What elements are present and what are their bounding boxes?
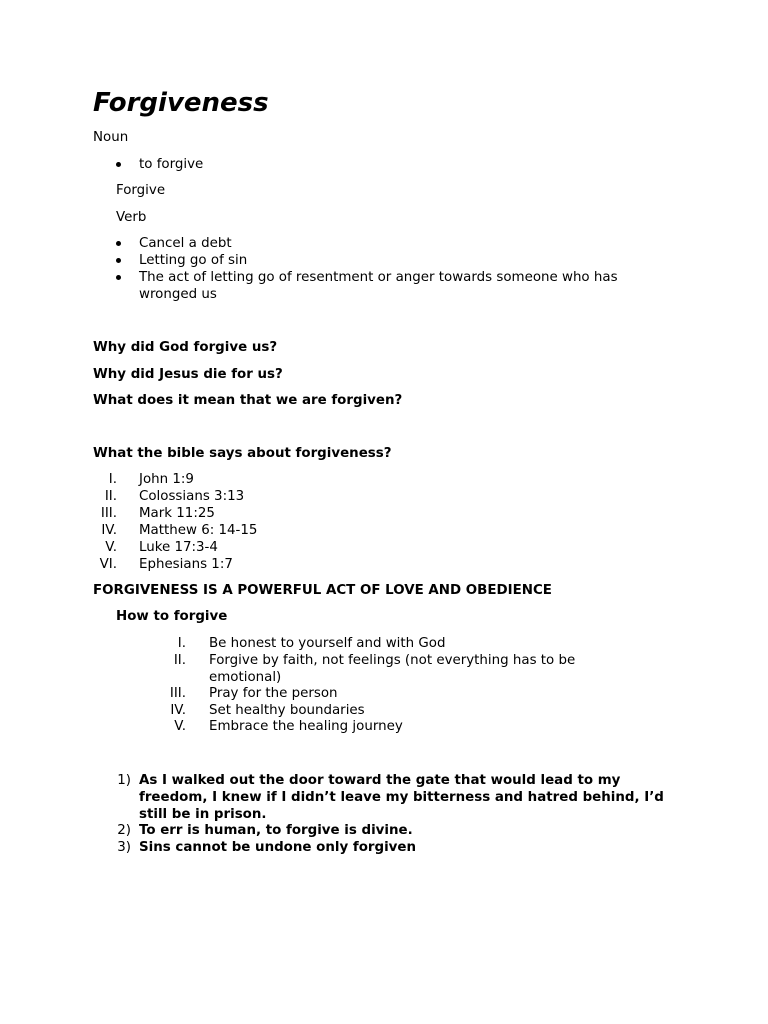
quote: Sins cannot be undone only forgiven bbox=[139, 840, 417, 855]
how-step: Be honest to yourself and with God bbox=[209, 636, 446, 651]
bible-ref: Matthew 6: 14-15 bbox=[139, 523, 258, 538]
verb-bullet-item: Cancel a debt bbox=[139, 236, 232, 251]
list-marker: 3) bbox=[117, 840, 131, 855]
how-heading: How to forgive bbox=[116, 609, 228, 624]
verb-bullet-item: Letting go of sin bbox=[139, 253, 248, 268]
list-marker: II. bbox=[173, 653, 186, 668]
question: Why did God forgive us? bbox=[93, 340, 278, 355]
how-step: Forgive by faith, not feelings (not everything has to be emotional) bbox=[209, 653, 576, 685]
list-marker: IV. bbox=[170, 703, 186, 718]
document-title: Forgiveness bbox=[93, 88, 269, 118]
bible-ref: Ephesians 1:7 bbox=[139, 557, 233, 572]
question: What does it mean that we are forgiven? bbox=[93, 393, 403, 408]
bible-ref: Luke 17:3-4 bbox=[139, 540, 218, 555]
how-step: Pray for the person bbox=[209, 686, 338, 701]
bible-ref: John 1:9 bbox=[139, 472, 194, 487]
list-marker: III. bbox=[169, 686, 186, 701]
how-step: Embrace the healing journey bbox=[209, 719, 403, 734]
bullet-icon bbox=[116, 258, 121, 263]
list-marker: IV. bbox=[101, 523, 117, 538]
list-marker: 1) bbox=[117, 773, 131, 788]
how-step: Set healthy boundaries bbox=[209, 703, 365, 718]
list-marker: II. bbox=[104, 489, 117, 504]
list-marker: I. bbox=[177, 636, 186, 651]
question: Why did Jesus die for us? bbox=[93, 367, 283, 382]
quote: As I walked out the door toward the gate that would lead to my freedom, I knew if I didn’t leave my bitterness and hatred behind, I’d still be in prison. bbox=[139, 773, 664, 822]
list-marker: I. bbox=[108, 472, 117, 487]
powerful-heading: FORGIVENESS IS A POWERFUL ACT OF LOVE AND OBEDIENCE bbox=[93, 583, 552, 598]
verb-bullet-item: The act of letting go of resentment or anger towards someone who has wronged us bbox=[139, 270, 618, 302]
bible-heading: What the bible says about forgiveness? bbox=[93, 446, 392, 461]
forgive-word: Forgive bbox=[116, 183, 166, 198]
noun-label: Noun bbox=[93, 130, 129, 145]
quote: To err is human, to forgive is divine. bbox=[139, 823, 413, 838]
list-marker: V. bbox=[174, 719, 186, 734]
list-marker: VI. bbox=[99, 557, 117, 572]
verb-label: Verb bbox=[116, 210, 147, 225]
bullet-icon bbox=[116, 275, 121, 280]
list-marker: III. bbox=[100, 506, 117, 521]
noun-bullet-item: to forgive bbox=[139, 157, 204, 172]
bible-ref: Colossians 3:13 bbox=[139, 489, 245, 504]
bullet-icon bbox=[116, 162, 121, 167]
bible-ref: Mark 11:25 bbox=[139, 506, 215, 521]
list-marker: 2) bbox=[117, 823, 131, 838]
list-marker: V. bbox=[105, 540, 117, 555]
bullet-icon bbox=[116, 241, 121, 246]
